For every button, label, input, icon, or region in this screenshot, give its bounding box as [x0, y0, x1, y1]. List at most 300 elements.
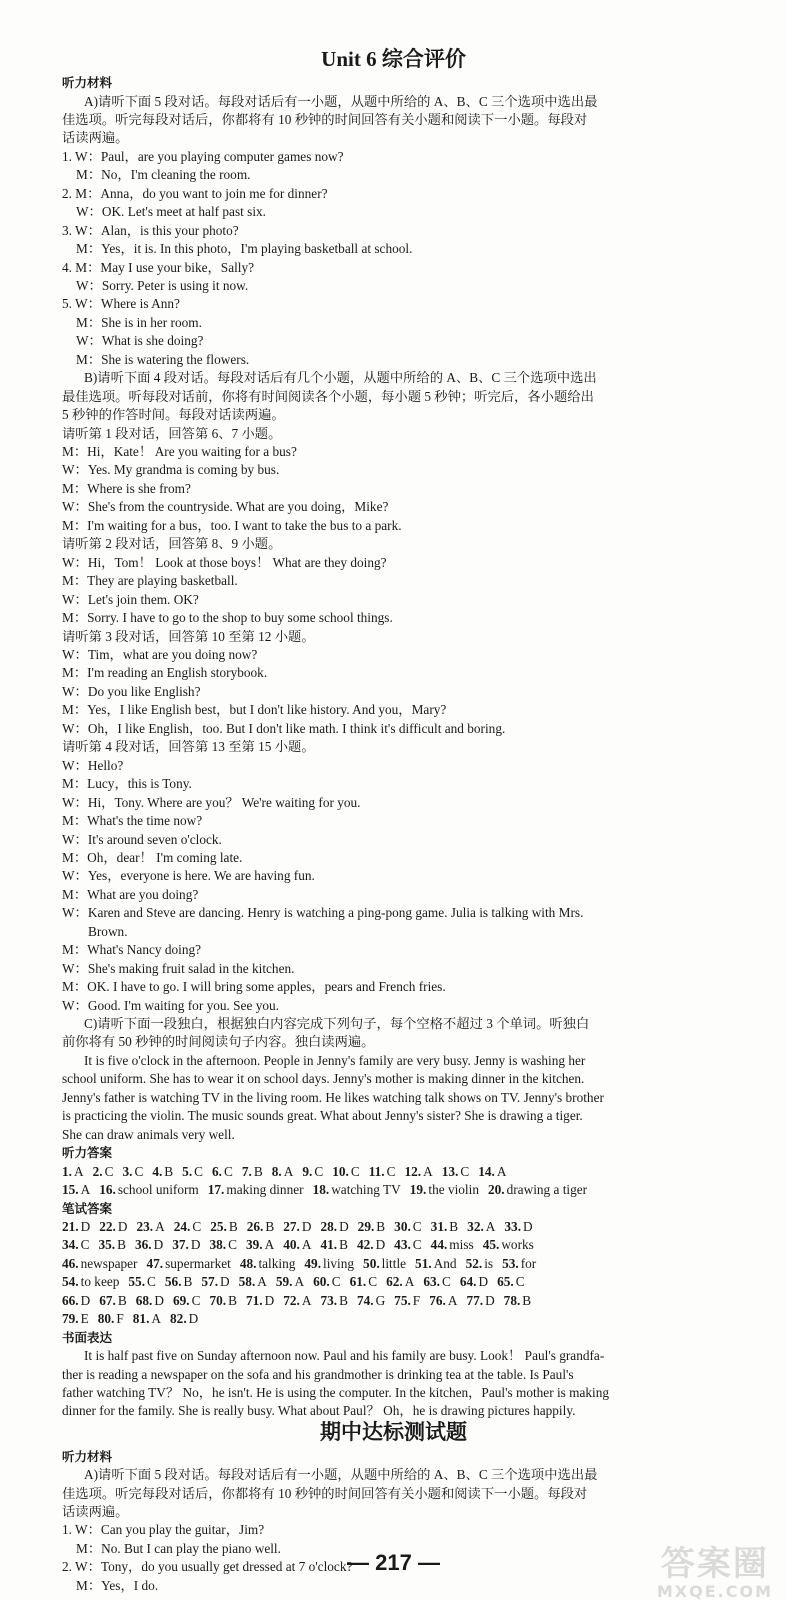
answer-item	[135, 1236, 163, 1253]
text-line: is practicing the violin. The music sounds great. What about Jenny's sister? She is drawing a tiger.	[62, 1108, 583, 1124]
answer-number: 49.	[304, 1255, 322, 1271]
text-line: M：I'm reading an English storybook.	[62, 665, 268, 681]
answer-value: A	[423, 1163, 433, 1179]
answer-value: D	[301, 1218, 312, 1234]
answer-item	[304, 1255, 354, 1272]
answer-number: 58.	[238, 1274, 256, 1290]
answer-value: C	[350, 1163, 360, 1179]
answer-value: D	[375, 1237, 386, 1253]
answer-value: D	[485, 1292, 495, 1308]
answer-number: 4.	[152, 1163, 163, 1179]
answer-item	[467, 1218, 495, 1235]
answer-item	[170, 1310, 198, 1327]
answer-item	[350, 1273, 378, 1290]
answer-item	[483, 1236, 534, 1253]
answer-item	[320, 1292, 348, 1309]
text-line: It is five o'clock in the afternoon. People in Jenny's family are very busy. Jenny is washing her	[84, 1052, 586, 1068]
answer-number: 67.	[99, 1292, 116, 1308]
answer-value: C	[134, 1163, 144, 1179]
answer-number: 80.	[97, 1311, 115, 1327]
answer-item	[201, 1273, 229, 1290]
text-line: B)请听下面 4 段对话。每段对话后有几个小题，从题中所给的 A、B、C 三个选项中选出	[84, 370, 597, 386]
answer-item	[209, 1236, 237, 1253]
answer-number: 54.	[62, 1274, 79, 1290]
text-line: 佳选项。听完每段对话后，你都将有 10 秒钟的时间回答有关小题和阅读下一小题。每段对	[62, 111, 588, 127]
answer-value: B	[164, 1163, 174, 1179]
answer-item	[386, 1273, 414, 1290]
text-line: M：Oh，dear！ I'm coming late.	[62, 849, 243, 865]
answer-value: B	[228, 1218, 238, 1234]
answer-item	[62, 1236, 90, 1253]
answer-item	[504, 1292, 532, 1309]
answer-value: living	[323, 1255, 355, 1271]
answer-row	[62, 1181, 596, 1198]
answer-item	[478, 1163, 506, 1180]
answer-number: 25.	[210, 1218, 227, 1234]
answer-item	[394, 1236, 422, 1253]
answer-item	[99, 1292, 127, 1309]
answer-item	[394, 1218, 422, 1235]
answer-number: 37.	[172, 1237, 189, 1253]
answer-value: A	[151, 1311, 162, 1327]
answer-number: 7.	[241, 1163, 252, 1179]
answer-item	[283, 1236, 311, 1253]
section-heading: 听力材料	[62, 75, 113, 90]
answer-value: B	[376, 1218, 386, 1234]
answer-value: F	[412, 1292, 421, 1308]
text-line: W：Hi，Tom！ Look at those boys！ What are they doing?	[62, 554, 387, 570]
answer-value: A	[73, 1163, 84, 1179]
text-line: W：She's from the countryside. What are you doing，Mike?	[62, 499, 389, 515]
answer-item	[182, 1163, 203, 1180]
answer-value: school uniform	[117, 1182, 199, 1197]
answer-row	[62, 1255, 545, 1272]
answer-value: D	[339, 1218, 349, 1234]
answer-value: works	[501, 1237, 534, 1253]
answer-value: A	[301, 1237, 312, 1253]
answer-number: 81.	[132, 1311, 150, 1327]
text-line: M：Where is she from?	[62, 480, 191, 496]
answer-number: 20.	[487, 1182, 505, 1197]
answer-item	[209, 1292, 237, 1309]
answer-number: 69.	[172, 1292, 190, 1308]
answer-item	[240, 1255, 296, 1272]
text-line: W：Oh，I like English，too. But I don't like math. I think it's difficult and boring.	[62, 720, 506, 736]
text-line: school uniform. She has to wear it on school days. Jenny's mother is making dinner in the kitchen.	[62, 1071, 585, 1087]
answer-value: D	[188, 1311, 199, 1327]
answer-value: drawing a tiger	[506, 1182, 588, 1197]
answer-item	[99, 1218, 127, 1235]
answer-item	[357, 1292, 385, 1309]
answer-item	[283, 1218, 311, 1235]
text-line: W：What is she doing?	[76, 333, 204, 349]
text-line: M：She is in her room.	[76, 314, 202, 330]
answer-value: D	[80, 1292, 91, 1308]
answer-number: 35.	[98, 1237, 116, 1253]
text-line: M：OK. I have to go. I will bring some apples，pears and French fries.	[62, 979, 446, 995]
answer-number: 21.	[62, 1218, 79, 1234]
answer-number: 9.	[302, 1163, 313, 1179]
answer-number: 44.	[430, 1237, 448, 1253]
answer-value: B	[339, 1237, 348, 1253]
answer-item	[460, 1273, 488, 1290]
answer-number: 62.	[386, 1274, 403, 1290]
answer-number: 3.	[122, 1163, 133, 1179]
text-line: M：No. But I can play the piano well.	[76, 1540, 281, 1556]
answer-number: 59.	[275, 1274, 293, 1290]
text-line: M：Sorry. I have to go to the shop to buy some school things.	[62, 610, 393, 626]
answer-item	[358, 1218, 386, 1235]
answer-item	[302, 1163, 323, 1180]
answer-value: D	[523, 1218, 533, 1234]
answer-number: 18.	[312, 1182, 330, 1197]
text-line: W：Let's join them. OK?	[62, 591, 199, 607]
answer-value: D	[80, 1218, 91, 1234]
answer-value: A	[80, 1182, 91, 1197]
answer-item	[210, 1218, 238, 1235]
answer-item	[136, 1218, 164, 1235]
text-line: father watching TV？ No，he isn't. He is using the computer. In the kitchen，Paul's mother is making	[62, 1385, 610, 1400]
text-line: dinner for the family. She is really busy. What about Paul？ Oh，he is drawing pictures happily.	[62, 1403, 576, 1419]
answer-item	[62, 1163, 84, 1180]
text-line: W：Hi，Tony. Where are you？ We're waiting for you.	[62, 794, 361, 810]
text-line: A)请听下面 5 段对话。每段对话后有一小题，从题中所给的 A、B、C 三个选项中选出最	[84, 1467, 598, 1483]
answer-value: A	[447, 1292, 458, 1308]
answer-item	[99, 1236, 127, 1253]
answer-number: 19.	[409, 1182, 427, 1197]
answer-number: 82.	[170, 1311, 187, 1327]
answer-value: A	[283, 1163, 294, 1179]
answer-value: A	[155, 1218, 165, 1234]
answer-value: C	[412, 1218, 422, 1234]
text-line: W：Yes. My grandma is coming by bus.	[62, 462, 280, 478]
answer-number: 22.	[99, 1218, 116, 1234]
text-line: M：Yes，it is. In this photo，I'm playing basketball at school.	[76, 241, 413, 256]
answer-value: C	[441, 1274, 451, 1290]
section-heading: 笔试答案	[62, 1200, 113, 1216]
text-line: M：They are playing basketball.	[62, 573, 238, 589]
answer-item	[172, 1236, 200, 1253]
text-line: W：Tim，what are you doing now?	[62, 647, 258, 662]
answer-value: B	[117, 1292, 127, 1308]
watermark-text: 答案圈	[660, 1544, 769, 1584]
answer-item	[122, 1163, 143, 1180]
text-line: M：She is watering the flowers.	[76, 351, 250, 367]
answer-number: 31.	[430, 1218, 448, 1234]
text-line: M：What's the time now?	[62, 813, 203, 828]
answer-item	[62, 1310, 89, 1327]
text-line: 话读两遍。	[62, 1504, 129, 1519]
answer-value: A	[485, 1218, 496, 1234]
answer-number: 78.	[503, 1292, 521, 1308]
answer-number: 16.	[99, 1182, 116, 1197]
answer-number: 8.	[271, 1163, 282, 1179]
answer-value: A	[496, 1163, 507, 1179]
answer-number: 33.	[504, 1218, 522, 1234]
answer-value: C	[147, 1274, 156, 1290]
answer-value: making dinner	[226, 1182, 304, 1197]
answer-value: A	[257, 1274, 267, 1290]
text-line: M：Lucy，this is Tony.	[62, 776, 192, 792]
answer-number: 50.	[363, 1255, 380, 1271]
answer-number: 73.	[320, 1292, 338, 1308]
answer-number: 12.	[404, 1163, 422, 1179]
answer-number: 42.	[356, 1237, 374, 1253]
answer-value: B	[228, 1292, 237, 1308]
answer-item	[313, 1273, 341, 1290]
answer-row	[62, 1236, 543, 1253]
text-line: ther is reading a newspaper on the sofa and his grandmother is drinking tea at the table. Is Paul's	[62, 1366, 574, 1382]
answer-item	[174, 1218, 202, 1235]
answer-number: 13.	[441, 1163, 459, 1179]
answer-item	[431, 1218, 459, 1235]
answer-value: to keep	[80, 1274, 120, 1290]
answer-value: miss	[449, 1237, 474, 1253]
answer-number: 64.	[459, 1274, 477, 1290]
answer-number: 72.	[283, 1292, 300, 1308]
answer-number: 28.	[320, 1218, 338, 1234]
answer-number: 11.	[368, 1163, 385, 1179]
answer-value: C	[192, 1218, 202, 1234]
answer-number: 36.	[135, 1237, 152, 1253]
answer-item	[133, 1310, 161, 1327]
answer-item	[152, 1163, 173, 1180]
answer-value: B	[183, 1274, 193, 1290]
answer-number: 70.	[209, 1292, 227, 1308]
answer-row	[62, 1292, 540, 1309]
answer-number: 34.	[62, 1237, 79, 1253]
answer-number: 43.	[394, 1237, 411, 1253]
answer-item	[242, 1163, 263, 1180]
watermark-url: MXQE.COM	[656, 1582, 773, 1601]
answer-item	[415, 1255, 457, 1272]
text-line: 请听第 3 段对话，回答第 10 至第 12 小题。	[62, 628, 315, 644]
answer-number: 77.	[466, 1292, 484, 1308]
text-line: 2. M：Anna，do you want to join me for dinner?	[62, 185, 328, 201]
answer-number: 55.	[128, 1274, 146, 1290]
answer-number: 24.	[173, 1218, 191, 1234]
answer-value: D	[153, 1237, 164, 1253]
answer-number: 51.	[415, 1255, 432, 1271]
answer-value: D	[264, 1292, 275, 1308]
answer-number: 32.	[467, 1218, 484, 1234]
text-line: W：Do you like English?	[62, 683, 201, 699]
answer-value: B	[265, 1218, 275, 1234]
answer-number: 74.	[356, 1292, 374, 1308]
answer-value: C	[104, 1163, 114, 1179]
section-heading: 听力材料	[62, 1448, 113, 1464]
answer-item	[62, 1292, 90, 1309]
text-line: M：I'm waiting for a bus，too. I want to take the bus to a park.	[62, 517, 402, 533]
answer-number: 60.	[313, 1274, 330, 1290]
answer-item	[394, 1292, 420, 1309]
answer-value: B	[117, 1237, 126, 1253]
answer-value: A	[301, 1292, 312, 1308]
page-number: — 217 —	[347, 1550, 440, 1575]
text-line: M：What's Nancy doing?	[62, 942, 202, 958]
answer-item	[283, 1292, 311, 1309]
answer-number: 65.	[497, 1274, 514, 1290]
answer-row	[62, 1163, 515, 1180]
text-line: M：Hi，Kate！ Are you waiting for a bus?	[62, 444, 297, 459]
text-line: 5 秒钟的作答时间。每段对话读两遍。	[62, 407, 285, 423]
text-line: 3. W：Alan，is this your photo?	[62, 222, 239, 238]
text-line: W：It's around seven o'clock.	[62, 831, 222, 847]
answer-number: 15.	[62, 1182, 79, 1197]
text-line: 请听第 2 段对话，回答第 8、9 小题。	[62, 536, 282, 552]
answer-item	[62, 1218, 90, 1235]
answer-value: C	[331, 1274, 341, 1290]
answer-item	[369, 1163, 396, 1180]
answer-value: D	[117, 1218, 128, 1234]
text-line: It is half past five on Sunday afternoon now. Paul and his family are busy. Look！ Paul's grandfa-	[84, 1348, 605, 1364]
answer-value: G	[375, 1292, 386, 1308]
section-title-midterm: 期中达标测试题	[320, 1419, 467, 1444]
answer-value: talking	[258, 1255, 296, 1271]
section-heading: 听力答案	[62, 1145, 113, 1161]
watermark-logo	[657, 1546, 773, 1601]
text-line: 请听第 1 段对话，回答第 6、7 小题。	[62, 425, 282, 441]
answer-number: 48.	[239, 1255, 257, 1271]
answer-item	[208, 1181, 304, 1198]
answer-value: C	[386, 1163, 396, 1179]
answer-row	[62, 1218, 542, 1235]
text-line: C)请听下面一段独白，根据独白内容完成下列句子，每个空格不超过 3 个单词。听独白	[84, 1016, 590, 1031]
text-line: M：No，I'm cleaning the room.	[76, 167, 251, 183]
answer-number: 63.	[423, 1274, 440, 1290]
answer-item	[212, 1163, 233, 1180]
text-line: 请听第 4 段对话，回答第 13 至第 15 小题。	[62, 739, 315, 755]
answer-item	[128, 1273, 156, 1290]
answer-number: 75.	[394, 1292, 411, 1308]
answer-value: newspaper	[80, 1255, 138, 1271]
answer-value: C	[368, 1274, 378, 1290]
text-line: A)请听下面 5 段对话。每段对话后有一小题，从题中所给的 A、B、C 三个选项中选出最	[84, 93, 598, 109]
answer-number: 6.	[212, 1163, 223, 1179]
answer-value: C	[194, 1163, 204, 1179]
answer-value: A	[264, 1237, 275, 1253]
text-line: 话读两遍。	[62, 130, 129, 146]
answer-value: watching TV	[331, 1182, 401, 1197]
answer-item	[502, 1255, 536, 1272]
text-line: 前你将有 50 秒钟的时间阅读句子内容。独白读两遍。	[62, 1034, 375, 1050]
text-line: 1. W：Can you play the guitar，Jim?	[62, 1522, 265, 1538]
text-line: She can draw animals very well.	[62, 1126, 235, 1142]
answer-item	[404, 1163, 432, 1180]
answer-item	[246, 1236, 274, 1253]
answer-number: 27.	[283, 1218, 300, 1234]
answer-item	[93, 1163, 114, 1180]
answer-number: 30.	[394, 1218, 411, 1234]
answer-item	[429, 1292, 457, 1309]
answer-number: 47.	[146, 1255, 164, 1271]
answer-number: 71.	[245, 1292, 263, 1308]
answer-item	[276, 1273, 304, 1290]
answer-value: D	[154, 1292, 164, 1308]
answer-value: C	[314, 1163, 324, 1179]
answer-item	[320, 1236, 348, 1253]
answer-item	[165, 1273, 193, 1290]
answer-number: 79.	[62, 1311, 79, 1327]
text-line: 5. W：Where is Ann?	[62, 296, 180, 312]
section-title-unit6: Unit 6 综合评价	[321, 47, 466, 71]
answer-number: 26.	[246, 1218, 264, 1234]
answer-value: B	[339, 1292, 348, 1308]
answer-number: 57.	[201, 1274, 219, 1290]
answer-item	[246, 1292, 274, 1309]
answer-value: C	[80, 1237, 90, 1253]
answer-number: 39.	[245, 1237, 263, 1253]
answer-number: 2.	[92, 1163, 103, 1179]
text-line: Jenny's father is watching TV in the living room. He likes watching talk shows on TV. Jenny's brother	[62, 1089, 604, 1105]
answer-number: 53.	[502, 1255, 519, 1271]
answer-value: B	[449, 1218, 459, 1234]
answer-item	[99, 1181, 199, 1198]
section-heading: 书面表达	[62, 1329, 113, 1345]
answer-number: 1.	[62, 1163, 72, 1179]
text-line: M：What are you doing?	[62, 886, 199, 902]
answer-number: 14.	[478, 1163, 495, 1179]
answer-number: 17.	[207, 1182, 225, 1197]
answer-number: 52.	[465, 1255, 483, 1271]
answer-item	[410, 1181, 479, 1198]
answer-value: And	[433, 1255, 457, 1271]
text-line: M：Yes，I like English best，but I don't like history. And you，Mary?	[62, 702, 447, 718]
answer-value: C	[515, 1274, 525, 1290]
answer-item	[423, 1273, 451, 1290]
answer-value: supermarket	[165, 1255, 231, 1271]
answer-number: 38.	[209, 1237, 227, 1253]
answer-item	[62, 1255, 137, 1272]
answer-value: C	[460, 1163, 470, 1179]
answer-item	[504, 1218, 532, 1235]
text-line: Brown.	[88, 923, 128, 939]
answer-number: 56.	[164, 1274, 182, 1290]
answer-value: A	[404, 1274, 415, 1290]
answer-item	[466, 1255, 494, 1272]
answer-item	[62, 1273, 119, 1290]
answer-item	[313, 1181, 401, 1198]
answer-number: 61.	[349, 1274, 367, 1290]
answer-value: B	[522, 1292, 532, 1308]
answer-number: 46.	[62, 1255, 79, 1271]
answer-value: is	[484, 1255, 494, 1271]
text-line: W：Good. I'm waiting for you. See you.	[62, 997, 279, 1013]
answer-value: C	[224, 1163, 233, 1179]
answer-value: C	[228, 1237, 237, 1253]
answer-value: C	[191, 1292, 201, 1308]
answer-value: E	[80, 1311, 89, 1327]
answer-item	[272, 1163, 294, 1180]
answer-row	[62, 1310, 207, 1327]
answer-item	[136, 1292, 164, 1309]
text-line: W：Hello?	[62, 757, 124, 773]
answer-item	[466, 1292, 494, 1309]
answer-number: 76.	[429, 1292, 446, 1308]
answer-number: 5.	[182, 1163, 193, 1179]
answer-number: 29.	[357, 1218, 375, 1234]
answer-item	[442, 1163, 470, 1180]
answer-value: D	[478, 1274, 489, 1290]
answer-number: 10.	[332, 1163, 349, 1179]
answer-value: A	[294, 1274, 305, 1290]
answer-value: for	[520, 1255, 537, 1271]
answer-item	[320, 1218, 348, 1235]
answer-value: C	[412, 1237, 422, 1253]
answer-item	[239, 1273, 267, 1290]
answer-item	[363, 1255, 406, 1272]
answer-number: 40.	[283, 1237, 300, 1253]
